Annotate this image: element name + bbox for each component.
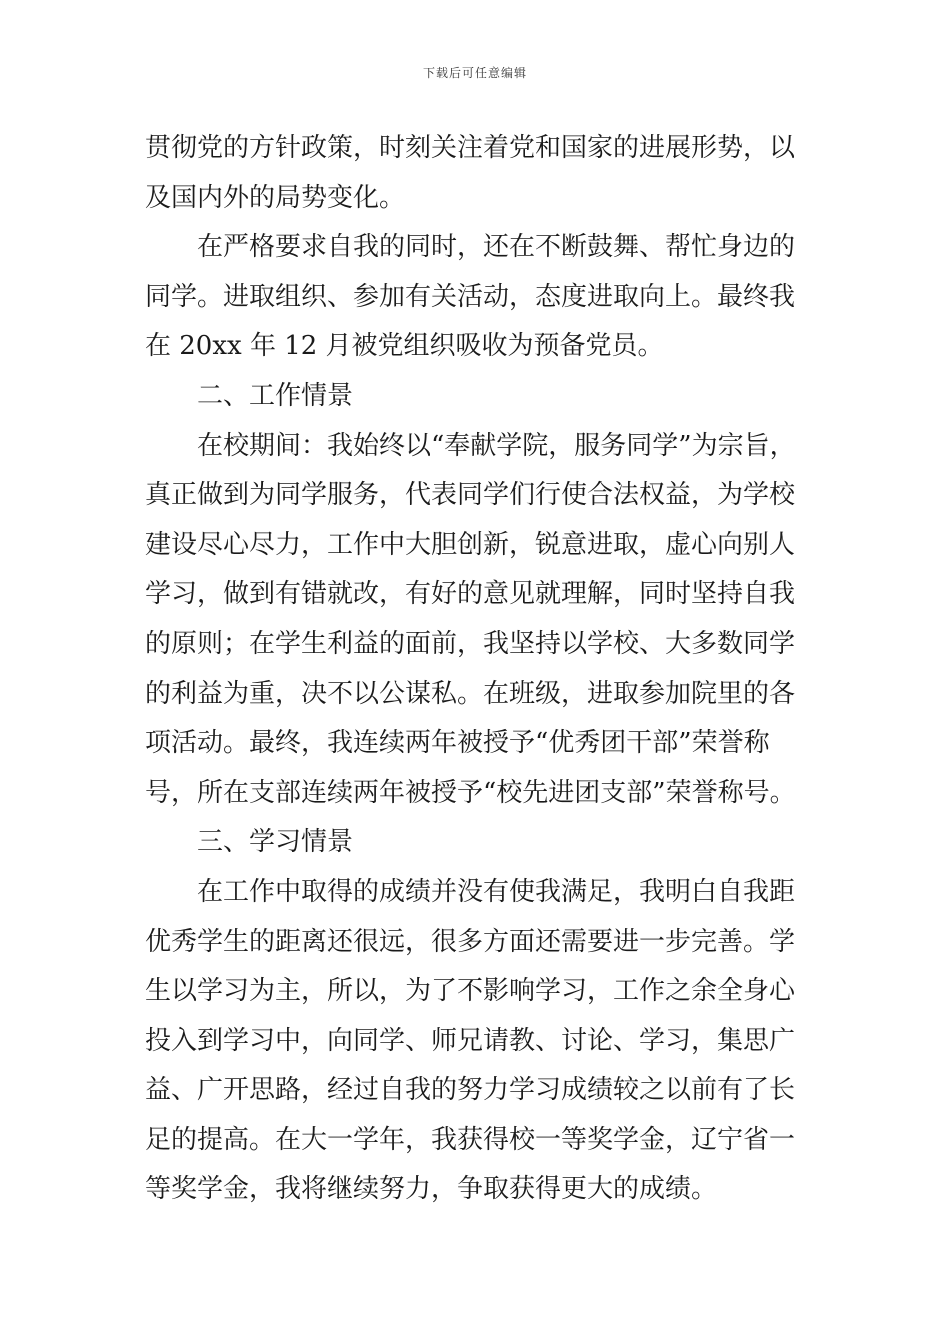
text-line: 在 20xx 年 12 月被党组织吸收为预备党员。 xyxy=(145,331,664,362)
text-line: 等奖学金，我将继续努力，争取获得更大的成绩。 xyxy=(145,1174,718,1205)
text-line: 的利益为重，决不以公谋私。在班级，进取参加院里的各 xyxy=(145,678,796,709)
text-line: 真正做到为同学服务，代表同学们行使合法权益，为学校 xyxy=(145,480,796,511)
text-line: 足的提高。在大一学年，我获得校一等奖学金，辽宁省一 xyxy=(145,1124,796,1155)
document-body xyxy=(145,124,825,1215)
text-line: 项活动。最终，我连续两年被授予“优秀团干部”荣誉称 xyxy=(145,728,770,759)
paragraph-start-line: 在校期间：我始终以“奉献学院，服务同学”为宗旨， xyxy=(197,430,796,461)
text-line: 号，所在支部连续两年被授予“校先进团支部”荣誉称号。 xyxy=(145,777,796,808)
text-line: 生以学习为主，所以，为了不影响学习，工作之余全身心 xyxy=(145,976,796,1007)
paragraph-start-line: 在严格要求自我的同时，还在不断鼓舞、帮忙身边的 xyxy=(197,232,796,263)
text-line: 贯彻党的方针政策，时刻关注着党和国家的进展形势，以 xyxy=(145,133,796,163)
text-line: 同学。进取组织、参加有关活动，态度进取向上。最终我 xyxy=(145,281,796,312)
text-line: 的原则；在学生利益的面前，我坚持以学校、大多数同学 xyxy=(145,628,796,659)
section-heading-work: 二、工作情景 xyxy=(197,380,354,411)
paragraph-start-line: 在工作中取得的成绩并没有使我满足，我明白自我距 xyxy=(197,876,796,907)
text-line: 益、广开思路，经过自我的努力学习成绩较之以前有了长 xyxy=(145,1075,796,1106)
text-line: 投入到学习中，向同学、师兄请教、讨论、学习，集思广 xyxy=(145,1025,796,1056)
page-header-note: 下载后可任意编辑 xyxy=(422,66,527,80)
text-line: 学习，做到有错就改，有好的意见就理解，同时坚持自我 xyxy=(145,579,796,610)
text-line: 及国内外的局势变化。 xyxy=(145,182,406,213)
text-line: 建设尽心尽力，工作中大胆创新，锐意进取，虚心向别人 xyxy=(145,529,796,560)
section-heading-study: 三、学习情景 xyxy=(197,827,354,858)
text-line: 优秀学生的距离还很远，很多方面还需要进一步完善。学 xyxy=(145,926,796,957)
